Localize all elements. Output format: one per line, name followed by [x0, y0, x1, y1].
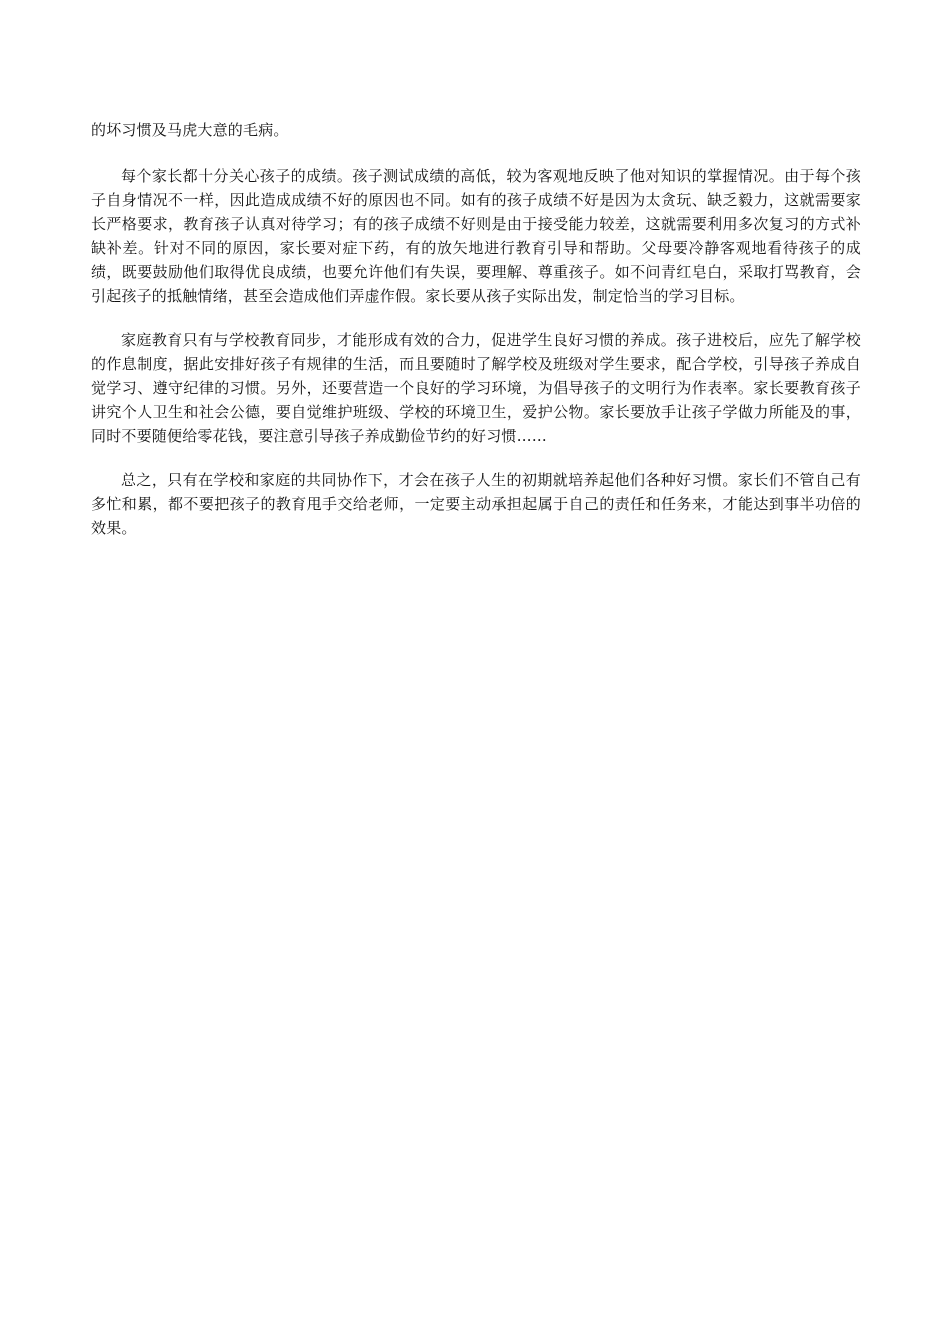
paragraph-grades: 每个家长都十分关心孩子的成绩。孩子测试成绩的高低，较为客观地反映了他对知识的掌握情况。由于每个孩子自身情况不一样，因此造成成绩不好的原因也不同。如有的孩子成绩不好是因为太贪玩、缺乏毅力，这就需要家长严格要求，教育孩子认真对待学习；有的孩子成绩不好则是由于接受能力较差，这就需要利用多次复习的方式补缺补差。针对不同的原因，家长要对症下药，有的放矢地进行教育引导和帮助。父母要冷静客观地看待孩子的成绩，既要鼓励他们取得优良成绩，也要允许他们有失误，要理解、尊重孩子。如不问青红皂白，采取打骂教育，会引起孩子的抵触情绪，甚至会造成他们弄虚作假。家长要从孩子实际出发，制定恰当的学习目标。 [91, 167, 861, 305]
paragraph-conclusion: 总之，只有在学校和家庭的共同协作下，才会在孩子人生的初期就培养起他们各种好习惯。家长们不管自己有多忙和累，都不要把孩子的教育甩手交给老师，一定要主动承担起属于自己的责任和任务来，才能达到事半功倍的效果。 [91, 471, 861, 537]
paragraph-school-sync: 家庭教育只有与学校教育同步，才能形成有效的合力，促进学生良好习惯的养成。孩子进校后，应先了解学校的作息制度，据此安排好孩子有规律的生活，而且要随时了解学校及班级对学生要求，配合学校，引导孩子养成自觉学习、遵守纪律的习惯。另外，还要营造一个良好的学习环境，为倡导孩子的文明行为作表率。家长要教育孩子讲究个人卫生和社会公德，要自觉维护班级、学校的环境卫生，爱护公物。家长要放手让孩子学做力所能及的事，同时不要随便给零花钱，要注意引导孩子养成勤俭节约的好习惯…… [91, 331, 861, 445]
document-page [91, 118, 861, 560]
paragraph-continuation: 的坏习惯及马虎大意的毛病。 [91, 121, 289, 139]
